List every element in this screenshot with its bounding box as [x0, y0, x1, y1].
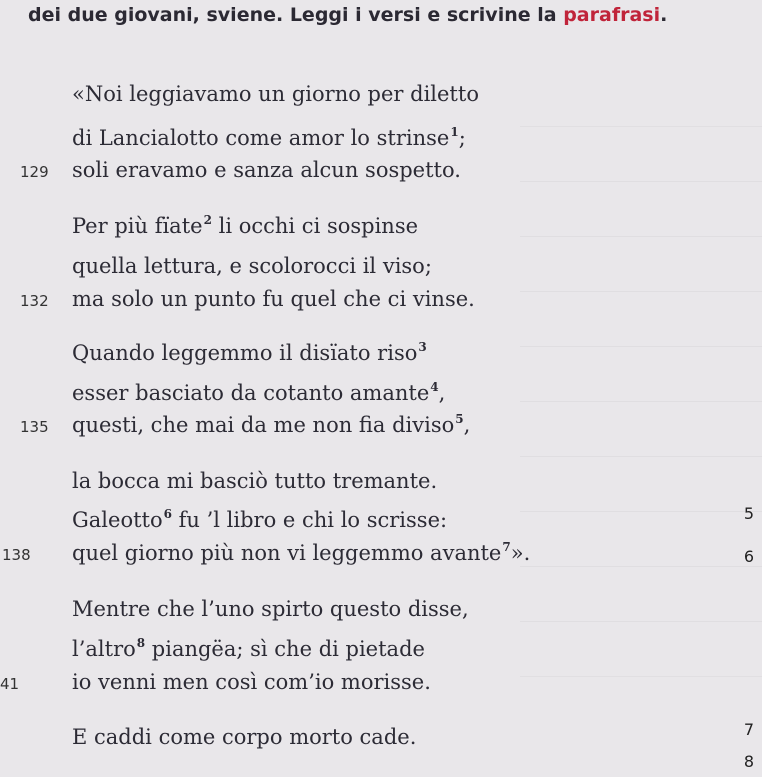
footnote-marker: 6 — [163, 507, 172, 521]
verse-line: Quando leggemmo il disïato riso$^3$ — [72, 340, 427, 365]
verse-line: Per più fïate$^2$ li occhi ci sospinse — [72, 213, 419, 238]
verse-line: questi, che mai da me non fia diviso$^5$, — [72, 412, 471, 437]
footnote-marker: 7 — [502, 540, 511, 554]
margin-number: 5 — [743, 504, 754, 523]
margin-number: 7 — [743, 720, 754, 739]
verse-line: esser basciato da cotanto amante$^4$, — [72, 380, 446, 405]
verse-line: ma solo un punto fu quel che ci vinse. — [72, 287, 475, 311]
verse-number: 129 — [20, 163, 49, 181]
verse-line: E caddi come corpo morto cade. — [72, 725, 417, 749]
footnote-marker: 4 — [430, 380, 439, 394]
verse-line: la bocca mi basciò tutto tremante. — [72, 469, 438, 493]
verse-line: io venni men così com’io morisse. — [72, 670, 431, 694]
verse-line: soli eravamo e sanza alcun sospetto. — [72, 158, 461, 182]
verse-line: Galeotto$^6$ fu ’l libro e chi lo scrisse: — [72, 507, 448, 532]
margin-number: 8 — [743, 752, 754, 771]
verse-line: l’altro$^8$ piangëa; sì che di pietade — [72, 636, 425, 661]
verse-number: 41 — [0, 675, 20, 693]
instruction-end: . — [660, 4, 668, 26]
instruction-keyword: parafrasi — [563, 4, 661, 26]
verse-number: 135 — [20, 418, 49, 436]
verse-line: Mentre che l’uno spirto questo disse, — [72, 597, 469, 621]
verse-number: 138 — [2, 546, 31, 564]
footnote-marker: 2 — [203, 213, 212, 227]
footnote-marker: 3 — [418, 340, 427, 354]
verse-line: di Lancialotto come amor lo strinse$^1$; — [72, 125, 466, 150]
instruction-text: dei due giovani, sviene. Leggi i versi e scrivine la — [28, 4, 557, 26]
verse-line: quella lettura, e scolorocci il viso; — [72, 254, 432, 278]
verse-line: «Noi leggiavamo un giorno per diletto — [72, 82, 479, 106]
footnote-marker: 1 — [450, 125, 459, 139]
bleed-through-text — [520, 80, 762, 730]
margin-number: 6 — [743, 547, 754, 566]
verse-number: 132 — [20, 292, 49, 310]
footnote-marker: 8 — [136, 636, 146, 650]
footnote-marker: 5 — [455, 412, 464, 426]
verse-line: quel giorno più non vi leggemmo avante$^7$». — [72, 540, 531, 565]
exercise-instruction — [28, 4, 758, 26]
